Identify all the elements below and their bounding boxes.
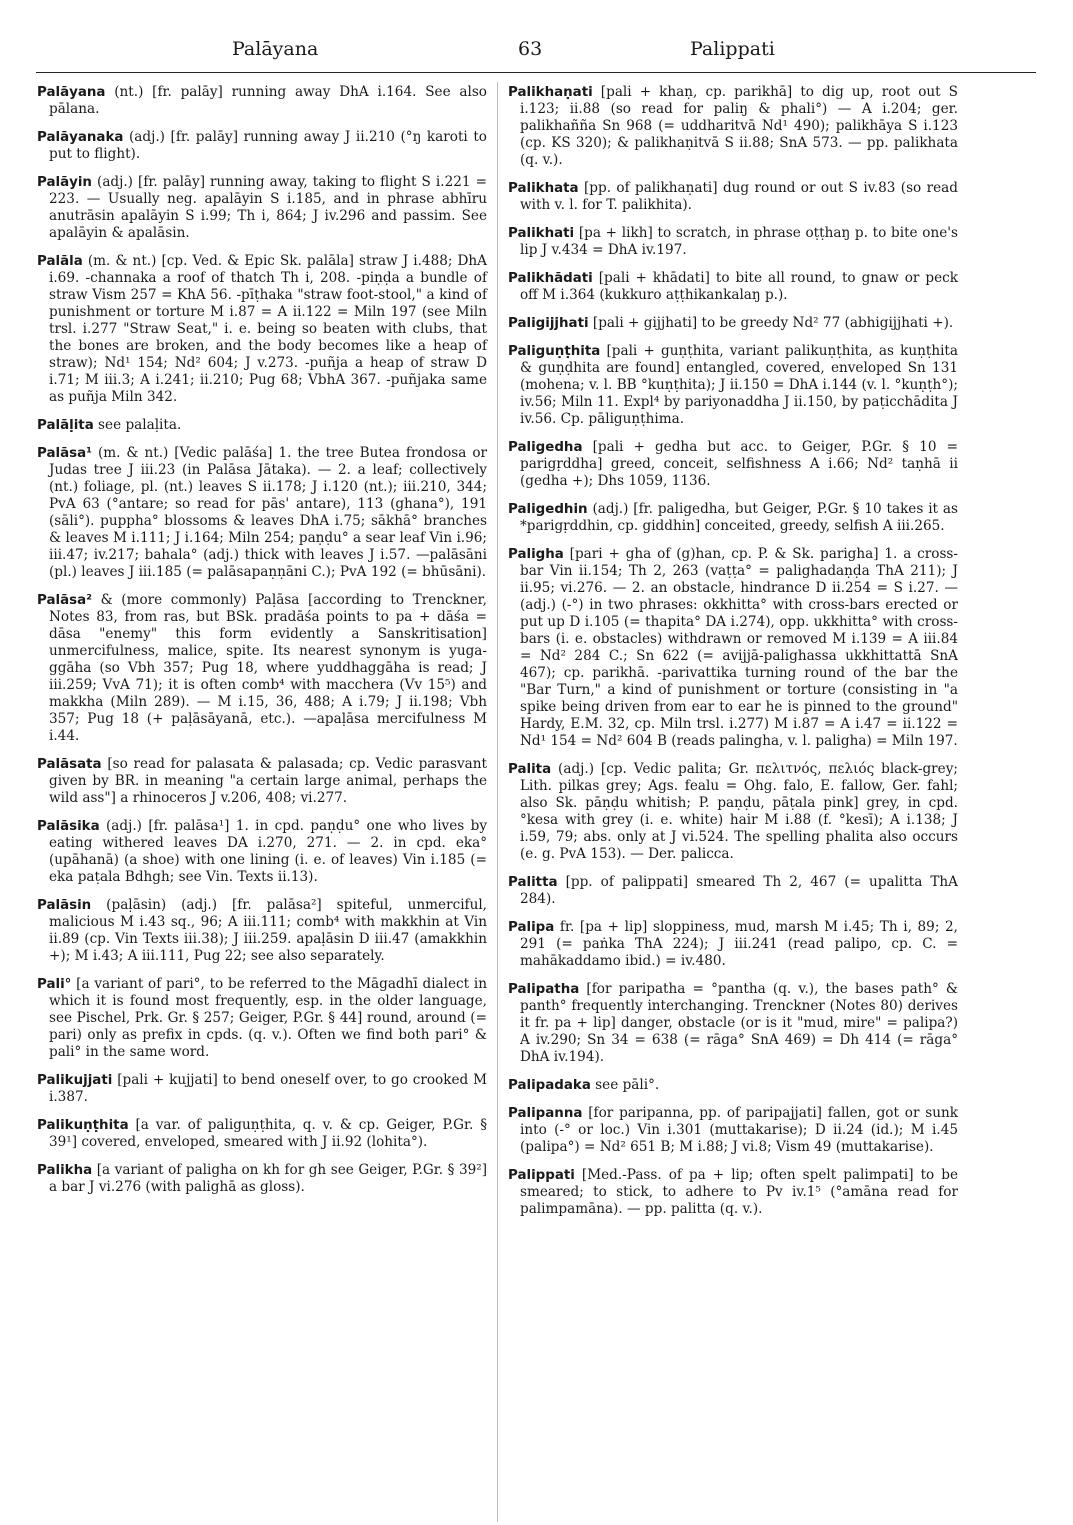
dictionary-entry xyxy=(508,270,958,304)
left-column xyxy=(37,84,487,1207)
dictionary-entry xyxy=(508,225,958,259)
dictionary-entry xyxy=(37,129,487,163)
dictionary-entry xyxy=(508,874,958,908)
entry-headword: Palāsin xyxy=(37,898,92,913)
entry-definition: (m. & nt.) [Vedic palāśa] 1. the tree Butea frondosa or Judas tree J iii.23 (in Palāsa Jātaka). — 2. a leaf; collectively (nt.) foliage, pl. (nt.) leaves S ii.178; J i.120 (nt.); iii.210, 344; PvA 63 (°antare; so read for pās' antare), 113 (ghana°), 191 (sāli°). puppha° blossoms & leaves DhA i.75; sākhā° branches & leaves M i.111; J i.164; Miln 254; paṇḍu° a sear leaf Vin i.96; iii.47; iv.217; bahala° (adj.) thick with leaves J i.57. —palāsāni (pl.) leaves J iii.185 (= palāsapaṇṇāni C.); PvA 192 (= bhūsāni). xyxy=(49,445,487,580)
entry-definition: see pāli°. xyxy=(590,1077,660,1093)
entry-headword: Palikhādati xyxy=(508,271,593,286)
dictionary-entry xyxy=(37,1162,487,1196)
entry-headword: Palāyana xyxy=(37,85,106,100)
dictionary-entry xyxy=(508,919,958,970)
entry-definition: [pa + likh] to scratch, in phrase oṭṭhaŋ p. to bite one's lip J v.434 = DhA iv.197. xyxy=(520,225,958,258)
dictionary-entry xyxy=(508,501,958,535)
entry-headword: Paligijjhati xyxy=(508,316,589,331)
entry-headword: Palāḷita xyxy=(37,418,94,433)
entry-definition: (adj.) [fr. palāsa¹] 1. in cpd. paṇḍu° one who lives by eating withered leaves DA i.270, 271. — 2. in cpd. eka° (upāhanā) (a shoe) with one lining (i. e. of leaves) Vin i.185 (= eka paṭala Bdhgh; see Vin. Texts ii.13). xyxy=(49,818,487,885)
entry-headword: Palikhati xyxy=(508,226,575,241)
entry-definition: & (more commonly) Paḷāsa [according to Trenckner, Notes 83, from ras, but BSk. pradāśa points to pa + dāśa = dāsa "enemy" this form evidently a Sanskritisation] unmercifulness, malice, spite. Its nearest synonym is yuga-ggāha (so Vbh 357; Pug 18, where yuddhaggāha is read; J iii.259; VvA 71); it is often comb⁴ with macchera (Vv 15⁵) and makkha (Miln 289). — M i.15, 36, 488; A i.79; J ii.198; Vbh 357; Pug 18 (+ paḷāsāyanā, etc.). —apaḷāsa mercifulness M i.44. xyxy=(49,592,487,744)
header-rule xyxy=(36,72,1036,73)
entry-definition: see palaḷita. xyxy=(93,417,182,433)
entry-definition: [pari + gha of (g)han, cp. P. & Sk. parigha] 1. a cross-bar Vin ii.154; Th 2, 263 (vaṭṭa° = palighadaṇḍa ThA 211); J ii.95; vi.276. — 2. an obstacle, hindrance D ii.254 = S i.27. — (adj.) (-°) in two phrases: okkhitta° with cross-bars erected or put up D i.105 (= thapita° DA i.274), opp. ukkhitta° with cross-bars (i. e. obstacles) withdrawn or removed M i.139 = A iii.84 = Nd² 284 C.; Sn 622 (= avijjā-palighassa ukkhittattā SnA 467); cp. parikhā. -parivattika turning round of the bar the "Bar Turn," a kind of punishment or torture (consisting in "a spike being driven from ear to ear he is pinned to the ground" Hardy, E.M. 32, cp. Miln trsl. i.277) M i.87 = A i.47 = ii.122 = Nd¹ 154 = Nd² 604 B (reads palingha, v. l. paligha) = Miln 197. xyxy=(520,546,958,749)
dictionary-entry xyxy=(508,1105,958,1156)
entry-headword: Palipadaka xyxy=(508,1078,591,1093)
entry-definition: (paḷāsin) (adj.) [fr. palāsa²] spiteful, unmerciful, malicious M i.43 sq., 96; A iii.111; comb⁴ with makkhin at Vin ii.89 (cp. Vin Texts iii.38); J iii.259. apaḷāsin D iii.47 (amakkhin +); M i.43; A iii.111, Pug 22; see also separately. xyxy=(49,897,487,964)
dictionary-entry xyxy=(508,315,958,332)
entry-definition: [pp. of palikhaṇati] dug round or out S iv.83 (so read with v. l. for T. palikhita). xyxy=(520,180,958,213)
entry-headword: Palikujjati xyxy=(37,1073,113,1088)
dictionary-entry xyxy=(508,546,958,750)
entry-definition: [for paripanna, pp. of paripajjati] fallen, got or sunk into (-° or loc.) Vin i.301 (muttakarise); D ii.24 (id.); M i.45 (palipa°) = Nd² 651 B; M i.88; J vi.8; Vism 49 (muttakarise). xyxy=(520,1105,958,1155)
entry-headword: Palitta xyxy=(508,875,558,890)
dictionary-entry xyxy=(508,1167,958,1218)
dictionary-entry xyxy=(37,1072,487,1106)
entry-definition: [so read for palasata & palasada; cp. Vedic parasvant given by BR. in meaning "a certain large animal, perhaps the wild ass"] a rhinoceros J v.206, 408; vi.277. xyxy=(49,756,487,806)
entry-definition: [pali + gijjhati] to be greedy Nd² 77 (abhigijjhati +). xyxy=(588,315,954,331)
entry-headword: Palikhata xyxy=(508,181,579,196)
dictionary-entry xyxy=(37,84,487,118)
entry-definition: (adj.) [fr. palāy] running away, taking to flight S i.221 = 223. — Usually neg. apalāyin S i.185, and in phrase abhīru anutrāsin apalāyin S i.99; Th i, 864; J iv.296 and passim. See apalāyin & apalāsin. xyxy=(49,174,487,241)
entry-headword: Palipanna xyxy=(508,1106,583,1121)
entry-definition: [pp. of palippati] smeared Th 2, 467 (= upalitta ThA 284). xyxy=(520,874,958,907)
dictionary-entry xyxy=(37,253,487,406)
entry-headword: Palāsika xyxy=(37,819,100,834)
entry-definition: [a variant of pari°, to be referred to the Māgadhī dialect in which it is found most frequently, esp. in the older language, see Pischel, Prk. Gr. § 257; Geiger, P.Gr. § 44] round, around (= pari) only as prefix in cpds. (q. v.). Often we find both pari° & pali° in the same word. xyxy=(49,976,487,1060)
entry-headword: Palikuṇṭhita xyxy=(37,1118,129,1133)
entry-headword: Palāsa² xyxy=(37,593,92,608)
entry-definition: (nt.) [fr. palāy] running away DhA i.164. See also pālana. xyxy=(49,84,487,117)
dictionary-entry xyxy=(37,417,487,434)
dictionary-entry xyxy=(37,592,487,745)
entry-definition: [for paripatha = °pantha (q. v.), the bases path° & panth° frequently interchanging. Trenckner (Notes 80) derives it fr. pa + lip] danger, obstacle (or is it "mud, mire" = palipa?) A iv.290; Sn 34 = 638 (= rāga° SnA 469) = Dh 414 (= rāga° DhA iv.194). xyxy=(520,981,958,1065)
entry-definition: fr. [pa + lip] sloppiness, mud, marsh M i.45; Th i, 89; 2, 291 (= paṅka ThA 224); J iii.241 (read palipo, cp. C. = mahākaddamo ibid.) = iv.480. xyxy=(520,919,958,969)
dictionary-entry xyxy=(37,818,487,886)
entry-headword: Paligedhin xyxy=(508,502,588,517)
entry-headword: Paliguṇṭhita xyxy=(508,344,601,359)
entry-definition: [pali + khaṇ, cp. parikhā] to dig up, root out S i.123; ii.88 (so read for paliŋ & phali°) — A i.204; ger. palikhañña Sn 968 (= uddharitvā Nd¹ 490); palikhāya S i.123 (cp. KS 320); & palikhaṇitvā S ii.88; SnA 573. — pp. palikhata (q. v.). xyxy=(520,84,958,168)
entry-definition: [pali + khādati] to bite all round, to gnaw or peck off M i.364 (kukkuro aṭṭhikankalaŋ p.). xyxy=(520,270,958,303)
entry-definition: (m. & nt.) [cp. Ved. & Epic Sk. palāla] straw J i.488; DhA i.69. -channaka a roof of thatch Th i, 208. -piṇḍa a bundle of straw Vism 257 = KhA 56. -pīṭhaka "straw foot-stool," a kind of punishment or torture M i.87 = A ii.122 = Miln 197 (see Miln trsl. i.277 "Straw Seat," i. e. being so beaten with clubs, that the bones are broken, and the body becomes like a heap of straw); Nd¹ 154; Nd² 604; J v.273. -puñja a heap of straw D i.71; M iii.3; A i.241; ii.210; Pug 68; VbhA 367. -puñjaka same as puñja Miln 342. xyxy=(49,253,487,405)
dictionary-entry xyxy=(508,84,958,169)
entry-headword: Palipatha xyxy=(508,982,580,997)
column-divider xyxy=(497,82,498,1522)
dictionary-entry xyxy=(508,180,958,214)
page-header xyxy=(36,38,1036,68)
dictionary-entry xyxy=(508,343,958,428)
entry-definition: [a var. of paliguṇṭhita, q. v. & cp. Geiger, P.Gr. § 39¹] covered, enveloped, smeared with J ii.92 (lohita°). xyxy=(49,1117,487,1150)
entry-definition: (adj.) [fr. paligedha, but Geiger, P.Gr. § 10 takes it as *parigṛddhin, cp. giddhin] conceited, greedy, selfish A iii.265. xyxy=(520,501,958,534)
entry-headword: Paligedha xyxy=(508,440,583,455)
dictionary-entry xyxy=(508,1077,958,1094)
entry-definition: [Med.-Pass. of pa + lip; often spelt palimpati] to be smeared; to stick, to adhere to Pv iv.1⁵ (°amāna read for palimpamāna). — pp. palitta (q. v.). xyxy=(520,1167,958,1217)
entry-definition: [pali + guṇṭhita, variant palikuṇṭhita, as kuṇṭhita & guṇḍhita are found] entangled, covered, enveloped Sn 131 (mohena; v. l. BB °kuṇṭhita); J ii.150 = DhA i.144 (v. l. °kuṇṭh°); iv.56; Miln 11. Expl⁴ by pariyonaddha J ii.150, by paṭicchādita J iv.56. Cp. pāliguṇṭhima. xyxy=(520,343,958,427)
entry-headword: Palāsata xyxy=(37,757,102,772)
entry-headword: Palāsa¹ xyxy=(37,446,92,461)
entry-definition: [a variant of paligha on kh for gh see Geiger, P.Gr. § 39²] a bar J vi.276 (with palighā as gloss). xyxy=(49,1162,487,1195)
entry-headword: Paligha xyxy=(508,547,564,562)
entry-headword: Palikha xyxy=(37,1163,93,1178)
entry-headword: Palāla xyxy=(37,254,83,269)
entry-headword: Palipa xyxy=(508,920,555,935)
entry-headword: Pali° xyxy=(37,977,72,992)
entry-headword: Palikhaṇati xyxy=(508,85,593,100)
entry-headword: Palāyanaka xyxy=(37,130,124,145)
dictionary-entry xyxy=(37,756,487,807)
running-head-left: Palāyana xyxy=(232,38,319,60)
dictionary-entry xyxy=(37,1117,487,1151)
dictionary-entry xyxy=(37,897,487,965)
dictionary-entry xyxy=(508,761,958,863)
dictionary-entry xyxy=(37,174,487,242)
entry-definition: (adj.) [cp. Vedic palita; Gr. πελιτνός, πελιός black-grey; Lith. pilkas grey; Ags. fealu = Ohg. falo, E. fallow, Ger. fahl; also Sk. pāṇḍu whitish; P. paṇḍu, pāṭala pink] grey, in cpd. °kesa with grey (i. e. white) hair M i.88 (f. °kesī); A i.138; J i.59, 79; abs. only at J vi.524. The spelling phalita also occurs (e. g. PvA 153). — Der. palicca. xyxy=(520,761,958,862)
entry-definition: [pali + kujjati] to bend oneself over, to go crooked M i.387. xyxy=(49,1072,487,1105)
entry-definition: [pali + gedha but acc. to Geiger, P.Gr. § 10 = parigṛddha] greed, conceit, selfishness A i.66; Nd² taṇhā ii (gedha +); Dhs 1059, 1136. xyxy=(520,439,958,489)
dictionary-entry xyxy=(508,981,958,1066)
entry-headword: Palāyin xyxy=(37,175,92,190)
running-head-right: Palippati xyxy=(690,38,775,60)
page-number: 63 xyxy=(518,38,543,60)
entry-definition: (adj.) [fr. palāy] running away J ii.210 (°ŋ karoti to put to flight). xyxy=(49,129,487,162)
entry-headword: Palippati xyxy=(508,1168,575,1183)
entry-headword: Palita xyxy=(508,762,552,777)
dictionary-entry xyxy=(37,976,487,1061)
dictionary-entry xyxy=(37,445,487,581)
right-column xyxy=(508,84,958,1229)
dictionary-entry xyxy=(508,439,958,490)
